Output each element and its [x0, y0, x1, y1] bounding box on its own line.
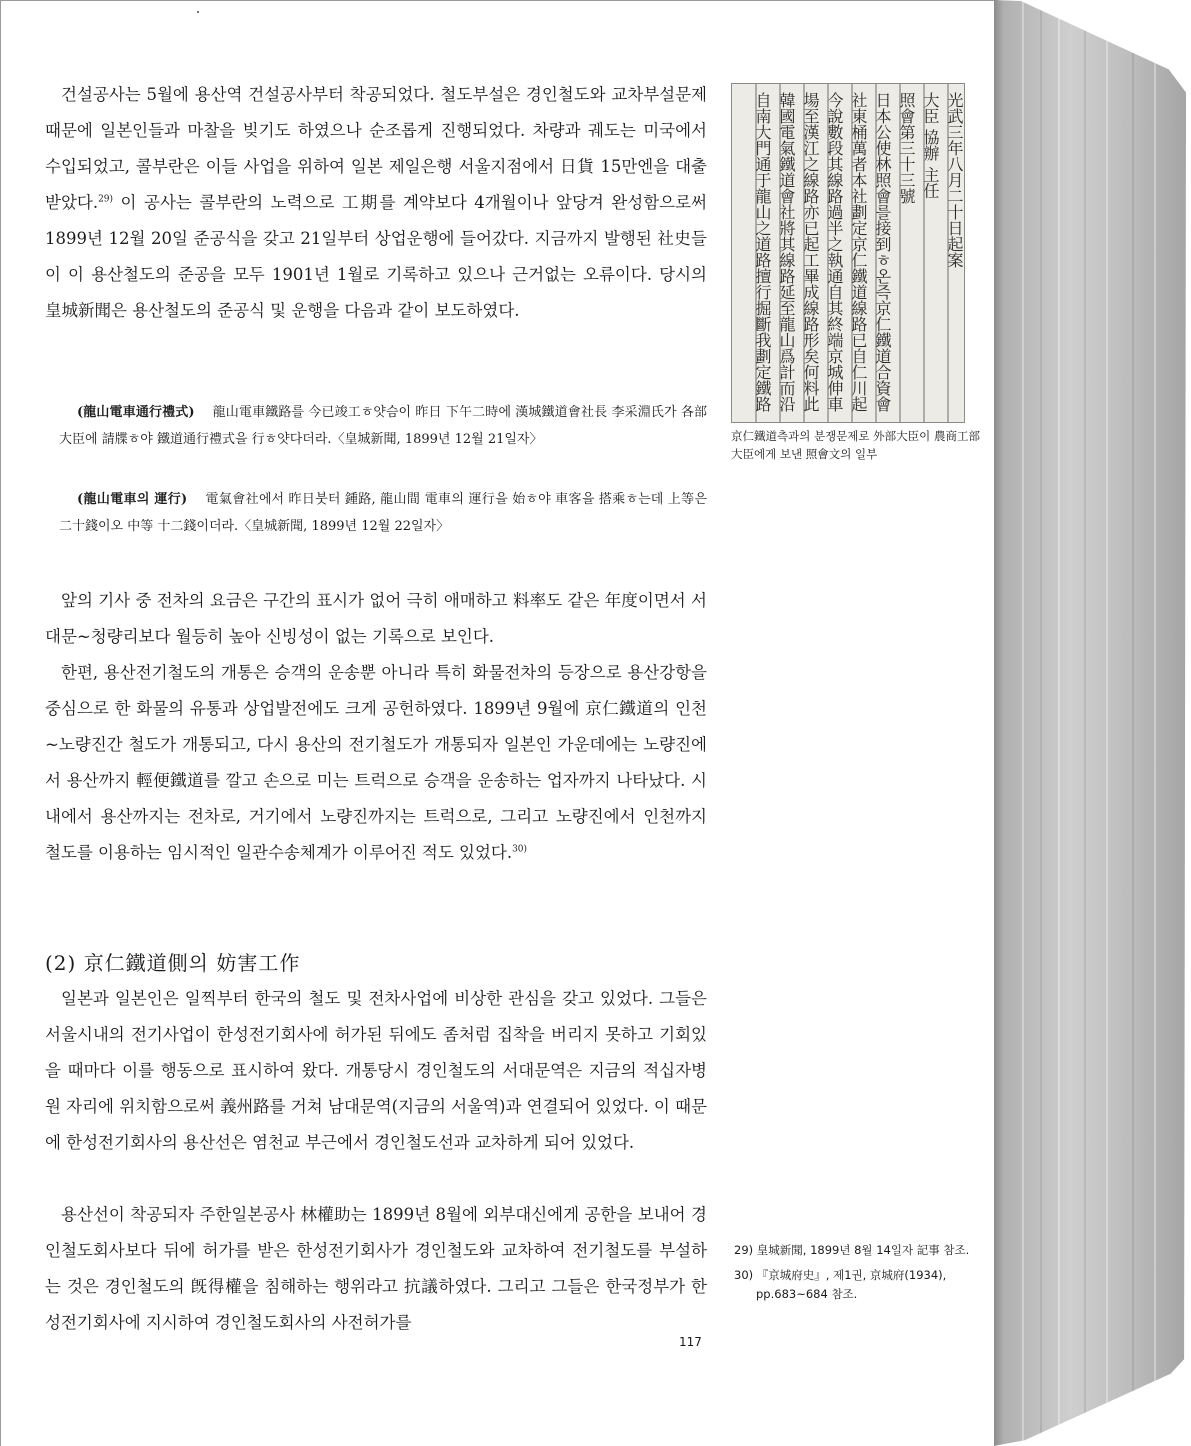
document-photo	[731, 83, 965, 423]
photo-column: 自南大門通于龍山之道路擅行掘斷我劃定鐵路	[753, 92, 772, 412]
photo-column: 社東桶萬者本社劃定京仁鐵道線路已自仁川起	[849, 92, 868, 412]
quote-2	[59, 486, 707, 540]
paragraph-3-text: 한편, 용산전기철도의 개통은 승객의 운송뿐 아니라 특히 화물전차의 등장으로 용산강항을 중심으로 한 화물의 유통과 상업발전에도 크게 공헌하였다. 1899년 9월에 京仁鐵道의 인천~노량진간 철도가 개통되고, 다시 용산의 전기철도가 개통되자 일본인 가운데에는 노량진에서 용산까지 輕便鐵道를 깔고 손으로 미는 트럭으로 승객을 운송하는 업자까지 나타났다. 시내에서 용산까지는 전차로, 거기에서 노량진까지는 트럭으로, 그리고 노량진에서 인천까지 철도를 이용하는 임시적인 일관수송체계가 이루어진 적도 있었다.	[45, 663, 707, 862]
paragraph-1	[45, 77, 707, 329]
photo-column: 場至漢江之線路亦已起工畢成線路形矣何料此	[801, 92, 820, 412]
quote-2-heading: (龍山電車의 運行)	[77, 492, 188, 507]
photo-column: 大臣 協辦 主任	[921, 92, 940, 199]
photo-column: 韓國電氣鐵道會社將其線路延至龍山爲計而沿	[777, 92, 796, 412]
quote-1	[59, 399, 707, 453]
paragraph-5: 용산선이 착공되자 주한일본공사 林權助는 1899년 8월에 외부대신에게 공한을 보내어 경인철도회사보다 뒤에 허가를 받은 한성전기회사가 경인철도와 교차하여 전기철도를 부설하는 것은 경인철도의 旣得權을 침해하는 행위라고 抗議하였다. 그리고 그들은 한국정부가 한성전기회사에 지시하여 경인철도회사의 사전허가를	[45, 1205, 707, 1332]
footnote-ref-29: 29)	[98, 194, 114, 205]
quote-1-heading: (龍山電車通行禮式)	[77, 405, 195, 420]
page-speck	[197, 11, 199, 13]
footnote-29: 29) 皇城新聞, 1899년 8월 14일자 記事 참조.	[734, 1243, 970, 1257]
photo-caption: 京仁鐵道측과의 분쟁문제로 外部大臣이 農商工部大臣에게 보낸 照會文의 일부	[731, 429, 980, 461]
paragraph-3	[45, 655, 707, 871]
quote-1-body: 龍山電車鐵路를 今已竣工ㅎ얏슴이 昨日 下午二時에 漢城鐵道會社長 李采淵氏가 各部大臣에 請牒ㅎ야 鐵道通行禮式을 行ㅎ얏다더라.〈皇城新聞, 1899년 12월 21일자〉	[59, 405, 707, 447]
photo-column: 照會第三十三號	[897, 92, 916, 204]
paragraph-1-text: 건설공사는 5월에 용산역 건설공사부터 착공되었다. 철도부설은 경인철도와 교차부설문제 때문에 일본인들과 마찰을 빚기도 하였으나 순조롭게 진행되었다. 차량과 궤도는 미국에서 수입되었고, 콜부란은 이들 사업을 위하여 일본 제일은행 서울지점에서 日貨 15만엔을 대출받았다.	[45, 85, 707, 212]
footnotes	[734, 1241, 984, 1310]
section-title: (2) 京仁鐵道側의 妨害工作	[45, 951, 301, 975]
quote-2-body: 電氣會社에서 昨日붓터 鍾路, 龍山間 電車의 運行을 始ㅎ야 車客을 搭乘ㅎ는데 上等은 二十錢이오 中等 十二錢이더라.〈皇城新聞, 1899년 12월 22일자〉	[59, 492, 708, 534]
paragraph-4: 일본과 일본인은 일찍부터 한국의 철도 및 전차사업에 비상한 관심을 갖고 있었다. 그들은 서울시내의 전기사업이 한성전기회사에 허가된 뒤에도 좀처럼 집착을 버리지 못하고 기회있을 때마다 이를 행동으로 표시하여 왔다. 개통당시 경인철도의 서대문역은 지금의 적십자병원 자리에 위치함으로써 義州路를 거쳐 남대문역(지금의 서울역)과 연결되어 있었다. 이 때문에 한성전기회사의 용산선은 염천교 부근에서 경인철도선과 교차하게 되어 있었다.	[45, 989, 707, 1152]
paragraph-1-rest: 이 공사는 콜부란의 노력으로 工期를 계약보다 4개월이나 앞당겨 완성함으로써 1899년 12월 20일 준공식을 갖고 21일부터 상업운행에 들어갔다. 지금까지 발행된 社史들이 이 용산철도의 준공을 모두 1901년 1월로 기록하고 있으나 근거없는 오류이다. 당시의 皇城新聞은 용산철도의 준공식 및 운행을 다음과 같이 보도하였다.	[45, 193, 707, 320]
book-page-edges	[994, 0, 1186, 1446]
photo-column: 日本公使林照會를接到ㅎ온즉京仁鐵道合資會	[873, 92, 892, 412]
footnote-30: 30) 『京城府史』, 제1권, 京城府(1934), pp.683~684 참조.	[734, 1268, 947, 1301]
paragraph-2: 앞의 기사 중 전차의 요금은 구간의 표시가 없어 극히 애매하고 料率도 같은 年度이면서 서대문~청량리보다 월등히 높아 신빙성이 없는 기록으로 보인다.	[45, 591, 707, 646]
photo-column: 今說數段其線路過半之執通自其終端京城伸車	[825, 92, 844, 412]
page-number: 117	[679, 1335, 702, 1349]
photo-column: 光武三年八月二十日起案	[945, 92, 964, 268]
footnote-ref-30: 30)	[512, 844, 528, 855]
